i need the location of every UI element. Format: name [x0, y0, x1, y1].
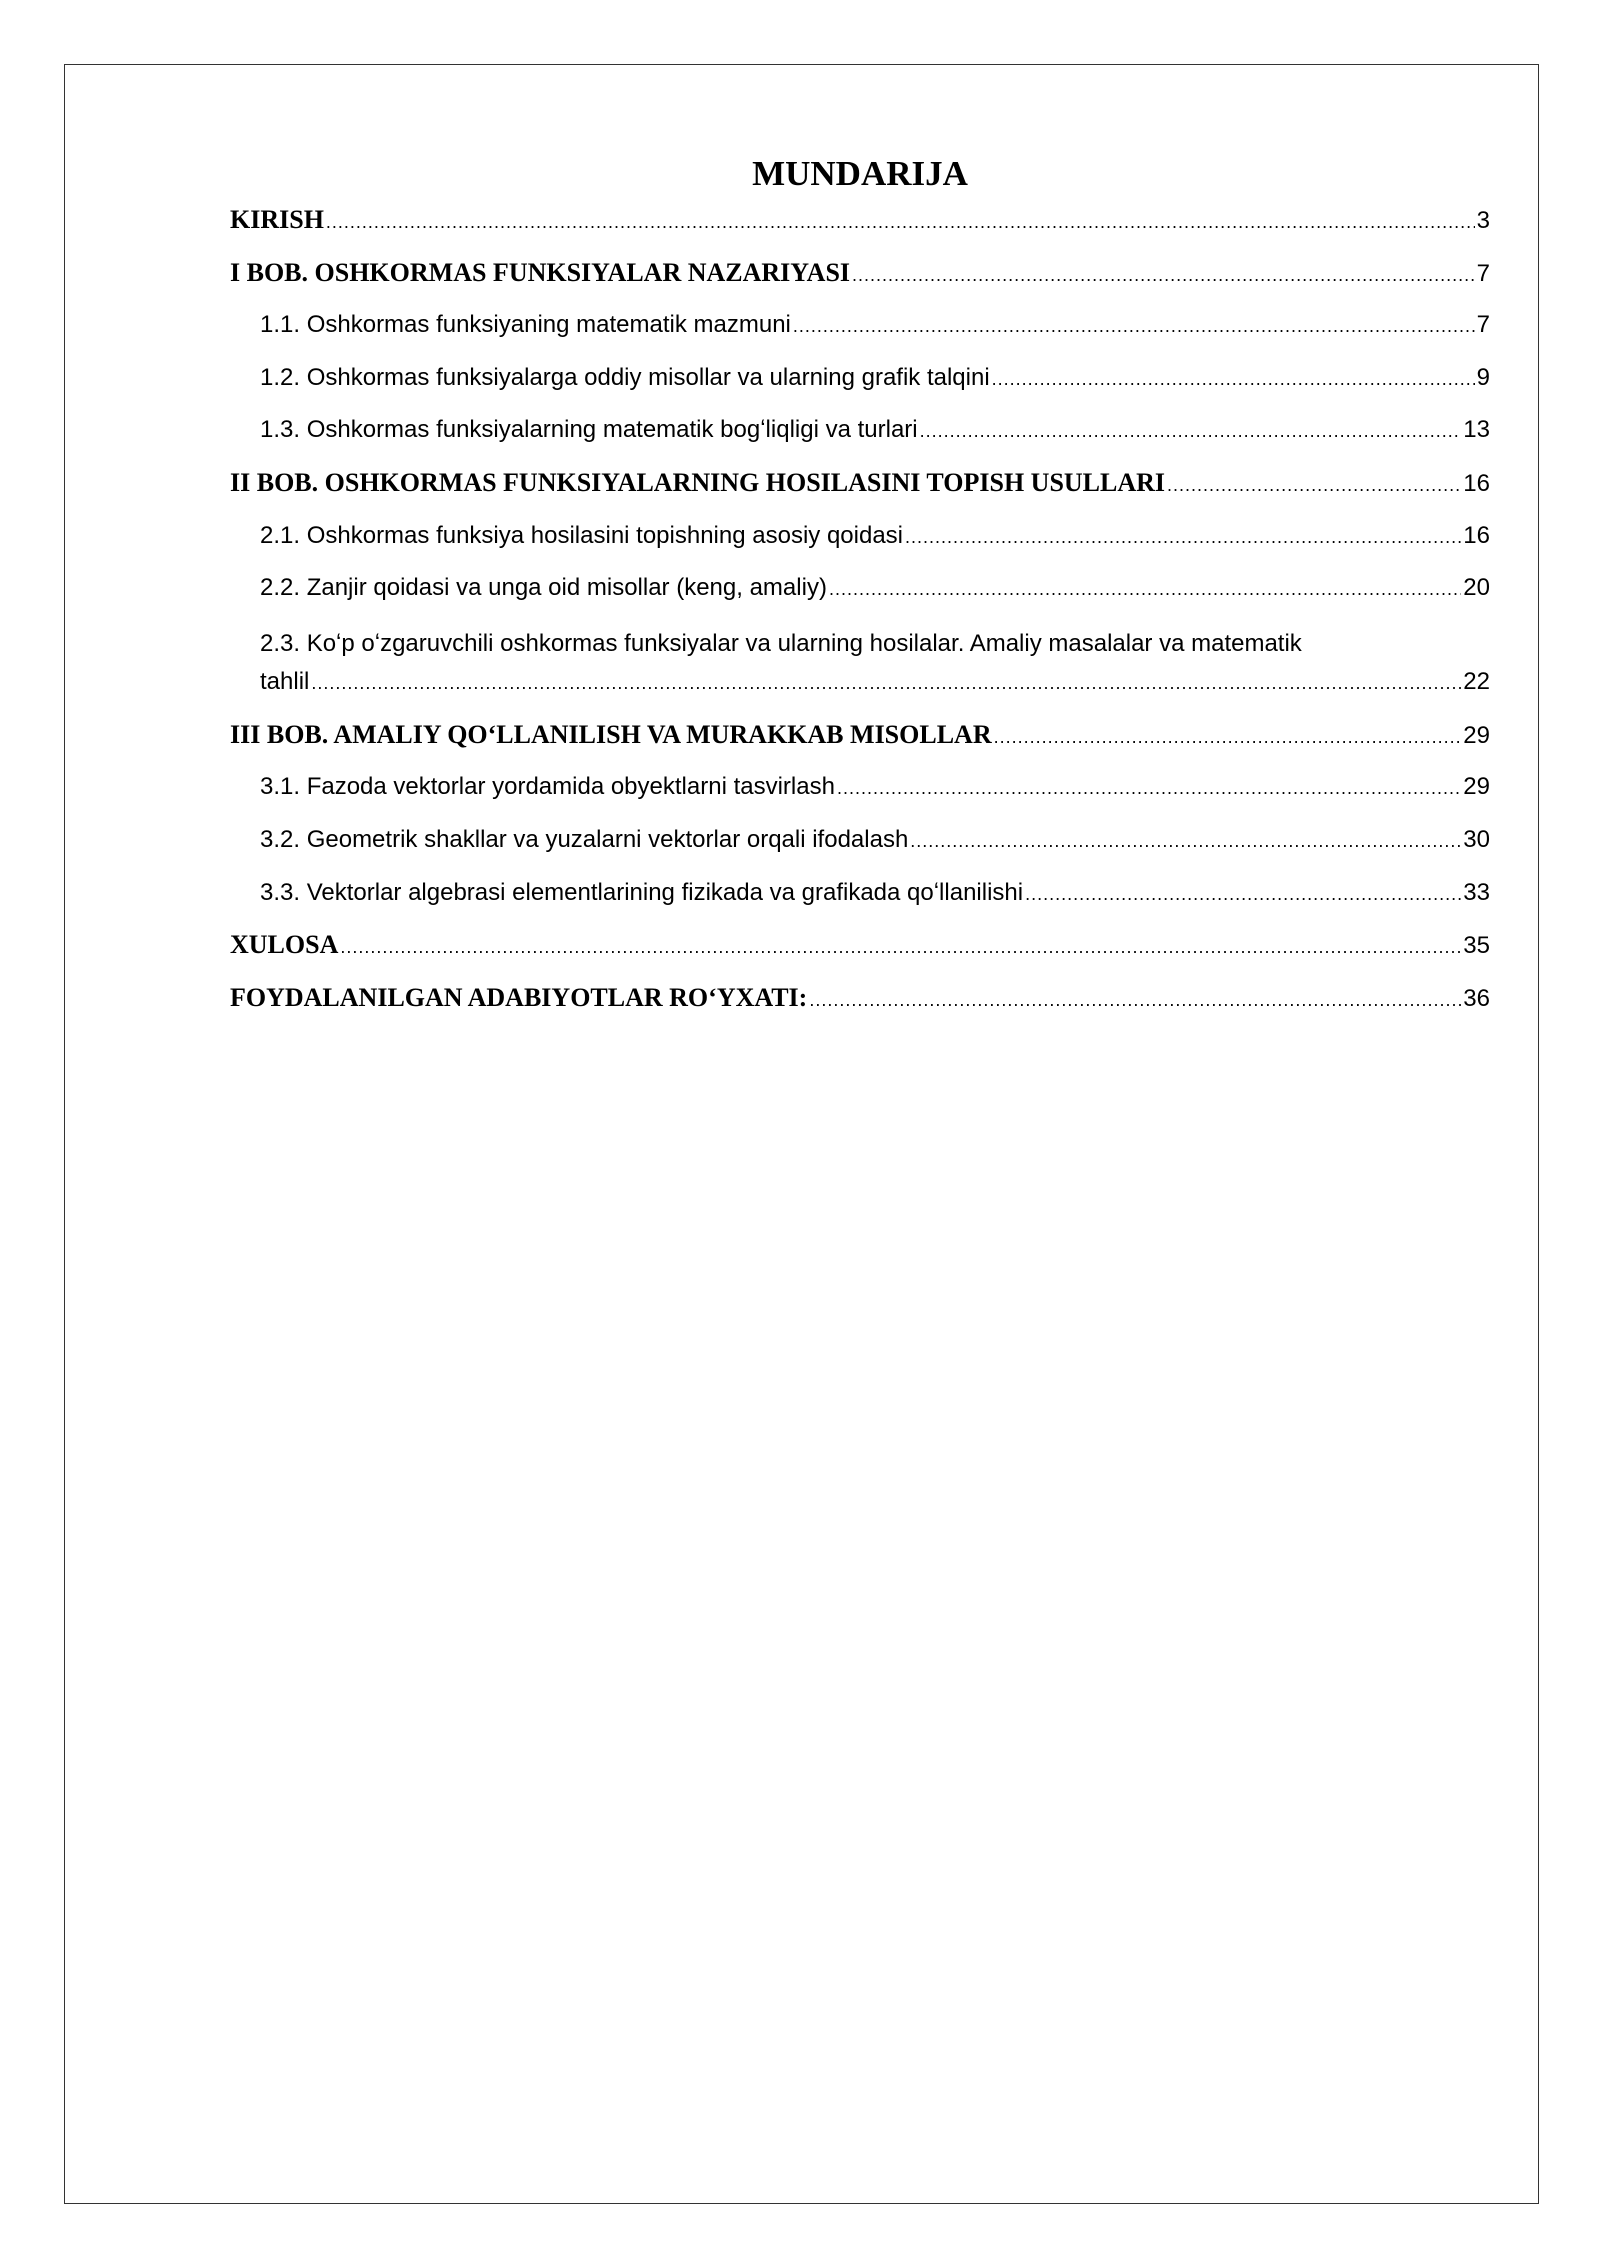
- toc-entry-label: 2.1. Oshkormas funksiya hosilasini topishning asosiy qoidasi: [260, 521, 903, 549]
- toc-entry-section-3-1[interactable]: [230, 769, 1490, 822]
- toc-page-number: 29: [1463, 721, 1490, 749]
- toc-entry-label: 3.2. Geometrik shakllar va yuzalarni vektorlar orqali ifodalash: [260, 825, 909, 853]
- toc-entry-label: 2.2. Zanjir qoidasi va unga oid misollar (keng, amaliy): [260, 574, 827, 602]
- toc-entry-introduction[interactable]: [230, 202, 1490, 255]
- toc-entry-label-tail: tahlil: [260, 667, 310, 695]
- toc-entry-label: 1.1. Oshkormas funksiyaning matematik mazmuni: [260, 311, 791, 339]
- toc-page-number: 7: [1476, 259, 1490, 287]
- toc-entry-label: 3.1. Fazoda vektorlar yordamida obyektlarni tasvirlash: [260, 773, 835, 801]
- dot-leader: [311, 664, 1461, 702]
- dot-leader: [340, 929, 1461, 965]
- toc-entry-label: XULOSA: [230, 930, 339, 960]
- toc-entry-chapter-1[interactable]: [230, 255, 1490, 308]
- toc-page-number: 33: [1463, 878, 1490, 906]
- toc-page-number: 30: [1463, 825, 1490, 853]
- toc-entry-chapter-2[interactable]: [230, 465, 1490, 518]
- toc-entry-label: 3.3. Vektorlar algebrasi elementlarining fizikada va grafikada qoʻllanilishi: [260, 878, 1024, 906]
- toc-entry-label: III BOB. AMALIY QOʻLLANILISH VA MURAKKAB MISOLLAR: [230, 719, 992, 749]
- toc-entry-references[interactable]: [230, 980, 1490, 1033]
- toc-entry-section-3-2[interactable]: [230, 822, 1490, 875]
- dot-leader: [809, 982, 1461, 1018]
- toc-page-number: 16: [1463, 469, 1490, 497]
- toc-entry-label: KIRISH: [230, 205, 324, 234]
- toc-entry-label: 1.2. Oshkormas funksiyalarga oddiy misollar va ularning grafik talqini: [260, 363, 990, 391]
- toc-page-number: 35: [1463, 932, 1490, 960]
- toc-entry-section-2-1[interactable]: [230, 518, 1490, 571]
- toc-page-number: 20: [1463, 574, 1490, 602]
- dot-leader: [1025, 876, 1461, 912]
- dot-leader: [326, 204, 1475, 240]
- toc-page-number: 7: [1476, 311, 1490, 339]
- toc-entry-label: FOYDALANILGAN ADABIYOTLAR ROʻYXATI:: [230, 982, 808, 1012]
- toc-entry-section-1-3[interactable]: [230, 412, 1490, 465]
- toc-page-number: 16: [1463, 521, 1490, 549]
- toc-entry-section-2-3[interactable]: [230, 623, 1490, 717]
- toc-page-number: 36: [1463, 984, 1490, 1012]
- toc-entry-section-2-2[interactable]: [230, 570, 1490, 623]
- toc-entry-label: 2.3. Koʻp oʻzgaruvchili oshkormas funksiyalar va ularning hosilalar. Amaliy masalalar va matematik: [260, 629, 1302, 657]
- toc-title: MUNDARIJA: [752, 154, 968, 193]
- toc-page-number: 29: [1463, 773, 1490, 801]
- toc-entry-section-3-3[interactable]: [230, 875, 1490, 928]
- dot-leader: [920, 413, 1462, 449]
- toc-entry-conclusion[interactable]: [230, 927, 1490, 980]
- toc-entry-label: II BOB. OSHKORMAS FUNKSIYALARNING HOSILASINI TOPISH USULLARI: [230, 467, 1166, 497]
- dot-leader: [793, 308, 1475, 344]
- dot-leader: [905, 519, 1461, 555]
- table-of-contents: [230, 150, 1490, 1032]
- toc-page-number: 13: [1463, 416, 1490, 444]
- toc-entry-label: 1.3. Oshkormas funksiyalarning matematik bogʻliqligi va turlari: [260, 416, 918, 444]
- toc-entry-section-1-1[interactable]: [230, 307, 1490, 360]
- toc-entry-section-1-2[interactable]: [230, 360, 1490, 413]
- dot-leader: [837, 770, 1461, 806]
- toc-page-number: 22: [1463, 667, 1490, 695]
- dot-leader: [852, 257, 1475, 293]
- toc-page-number: 9: [1476, 363, 1490, 391]
- dot-leader: [829, 571, 1461, 607]
- toc-page-number: 3: [1476, 207, 1490, 234]
- toc-entry-label: I BOB. OSHKORMAS FUNKSIYALAR NAZARIYASI: [230, 257, 851, 287]
- toc-entry-label-continued: [260, 663, 1490, 702]
- dot-leader: [910, 823, 1461, 859]
- dot-leader: [994, 719, 1462, 755]
- dot-leader: [1167, 467, 1461, 503]
- toc-entry-chapter-3[interactable]: [230, 717, 1490, 770]
- dot-leader: [992, 361, 1475, 397]
